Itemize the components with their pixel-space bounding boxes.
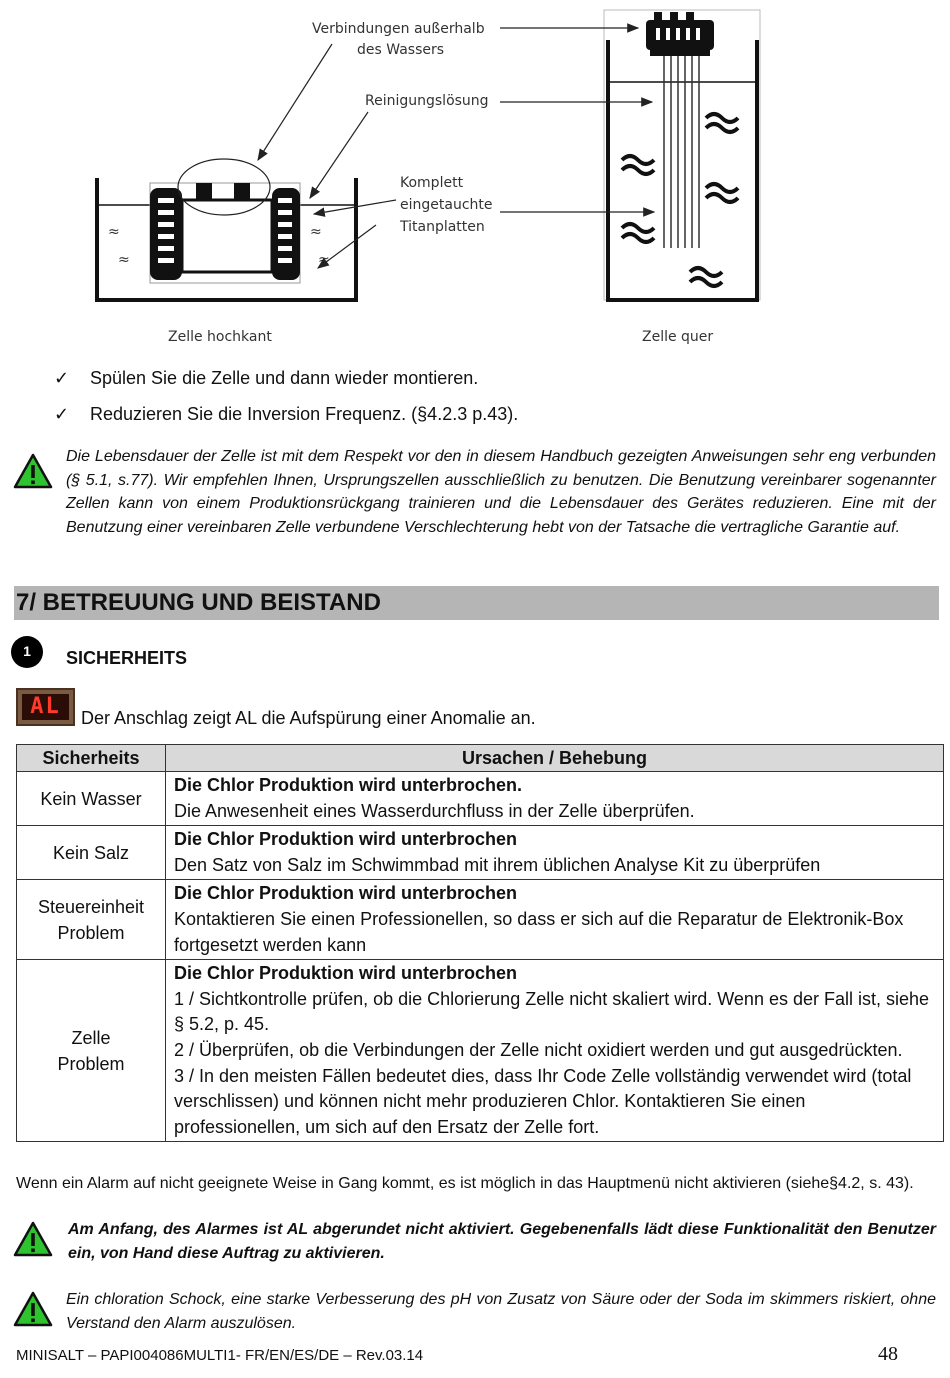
safety-table (16, 744, 944, 1142)
fix-line: 2 / Überprüfen, ob die Verbindungen der Zelle nicht oxidiert werden und gut ausgedrückten. (174, 1039, 903, 1060)
table-row (17, 772, 944, 826)
fix-headline: Die Chlor Produktion wird unterbrochen (174, 829, 518, 850)
warning-icon (13, 1291, 53, 1327)
checklist-item (54, 368, 478, 389)
label-titan-3: Titanplatten (400, 219, 485, 235)
label-connections-2: des Wassers (357, 42, 445, 58)
cause-cell: Steuereinheit Problem (17, 880, 166, 960)
warning-lifetime-text: Die Lebensdauer der Zelle ist mit dem Respekt vor den in diesem Handbuch gezeigten Anweisungen sehr eng verbunden (§ 5.1, s.77). Wir empfehlen Ihnen, Ursprungszellen ausschließlich zu benutzen. Die Benutzung vereinbarer sogenannter Zellen kann von einem Produktionsrückgang trainieren und die Lebensdauer des Gerätes reduzieren. Eine mit der Benutzung einer vereinbaren Zelle verbundene Verschlechterung hebt von der Tatsache die vertragliche Garantie auf. (66, 448, 936, 536)
fix-line: 3 / In den meisten Fällen bedeutet dies, dass Ihr Code Zelle vollständig verwendet wird (total verschlissen) und können nicht mehr produzieren Chlor. Kontaktieren Sie einen professionellen, um sich auf den Ersatz der Zelle fort. (174, 1065, 912, 1137)
cause-cell: Kein Wasser (17, 772, 166, 826)
alarm-paragraph: Wenn ein Alarm auf nicht geeignete Weise in Gang kommt, es ist möglich in das Hauptmenü nicht aktivieren (siehe§4.2, s. 43). (16, 1175, 914, 1192)
svg-text:≈: ≈ (118, 252, 130, 268)
alarm-description: Der Anschlag zeigt AL die Aufspürung einer Anomalie an. (81, 708, 536, 728)
section-header (14, 586, 939, 620)
svg-text:≈: ≈ (310, 224, 322, 240)
fix-line: Die Anwesenheit eines Wasserdurchfluss in der Zelle überprüfen. (174, 800, 695, 821)
svg-text:≈: ≈ (318, 252, 330, 268)
label-titan-2: eingetauchte (400, 197, 493, 213)
fix-line: Den Satz von Salz im Schwimmbad mit ihrem üblichen Analyse Kit zu überprüfen (174, 854, 821, 875)
label-connections: Verbindungen außerhalb (312, 21, 485, 37)
table-row (17, 960, 944, 1142)
checklist-item (54, 404, 518, 425)
checklist-item-text: Spülen Sie die Zelle und dann wieder montieren. (90, 368, 479, 388)
vertical-cell-tank (97, 159, 356, 300)
fix-cell (166, 772, 944, 826)
checklist-item-text: Reduzieren Sie die Inversion Frequenz. (§4.2.3 p.43). (90, 404, 519, 424)
subsection-title: SICHERHEITS (66, 648, 188, 668)
column-header-safety: Sicherheits (17, 745, 166, 772)
table-row (17, 880, 944, 960)
subsection-number-badge: 1 (11, 636, 43, 668)
check-icon: ✓ (54, 368, 70, 388)
warning-icon (13, 453, 53, 489)
fix-cell (166, 826, 944, 880)
cause-cell: Kein Salz (17, 826, 166, 880)
fix-headline: Die Chlor Produktion wird unterbrochen (174, 883, 518, 904)
warning-icon (13, 1221, 53, 1257)
fix-line: Kontaktieren Sie einen Professionellen, so dass er sich auf die Reparatur de Elektronik-Box fortgesetzt werden kann (174, 908, 904, 955)
page-number: 48 (878, 1343, 898, 1365)
table-header-row (17, 745, 944, 772)
label-cleaning: Reinigungslösung (365, 93, 489, 109)
table-row (17, 826, 944, 880)
cell-installation-diagram (0, 0, 950, 356)
caption-left: Zelle hochkant (168, 329, 272, 345)
svg-text:≈: ≈ (108, 224, 120, 240)
warning-default-alarm-text: Am Anfang, des Alarmes ist AL abgerundet nicht aktiviert. Gegebenenfalls lädt diese Funktionalität den Benutzer ein, von Hand diese Auftrag zu aktivieren. (68, 1221, 936, 1262)
fix-cell (166, 960, 944, 1142)
fix-cell (166, 880, 944, 960)
led-display-code: AL (22, 694, 69, 720)
check-icon: ✓ (54, 404, 70, 424)
column-header-causes: Ursachen / Behebung (166, 745, 944, 772)
horizontal-cell-tank (604, 10, 760, 300)
cause-cell: Zelle Problem (17, 960, 166, 1142)
fix-line: 1 / Sichtkontrolle prüfen, ob die Chlorierung Zelle nicht skaliert wird. Wenn es der Fall ist, siehe § 5.2, p. 45. (174, 988, 930, 1035)
warning-shock-text: Ein chloration Schock, eine starke Verbesserung des pH von Zusatz von Säure oder der Soda im skimmers riskiert, ohne Verstand den Alarm auszulösen. (66, 1291, 936, 1332)
section-title: 7/ BETREUUNG UND BEISTAND (16, 589, 381, 616)
footer-doc-ref: MINISALT – PAPI004086MULTI1- FR/EN/ES/DE – Rev.03.14 (16, 1347, 424, 1364)
fix-headline: Die Chlor Produktion wird unterbrochen. (174, 775, 523, 795)
fix-headline: Die Chlor Produktion wird unterbrochen (174, 963, 518, 984)
label-titan-1: Komplett (400, 175, 464, 191)
caption-right: Zelle quer (642, 329, 714, 345)
led-display-icon (16, 688, 75, 726)
